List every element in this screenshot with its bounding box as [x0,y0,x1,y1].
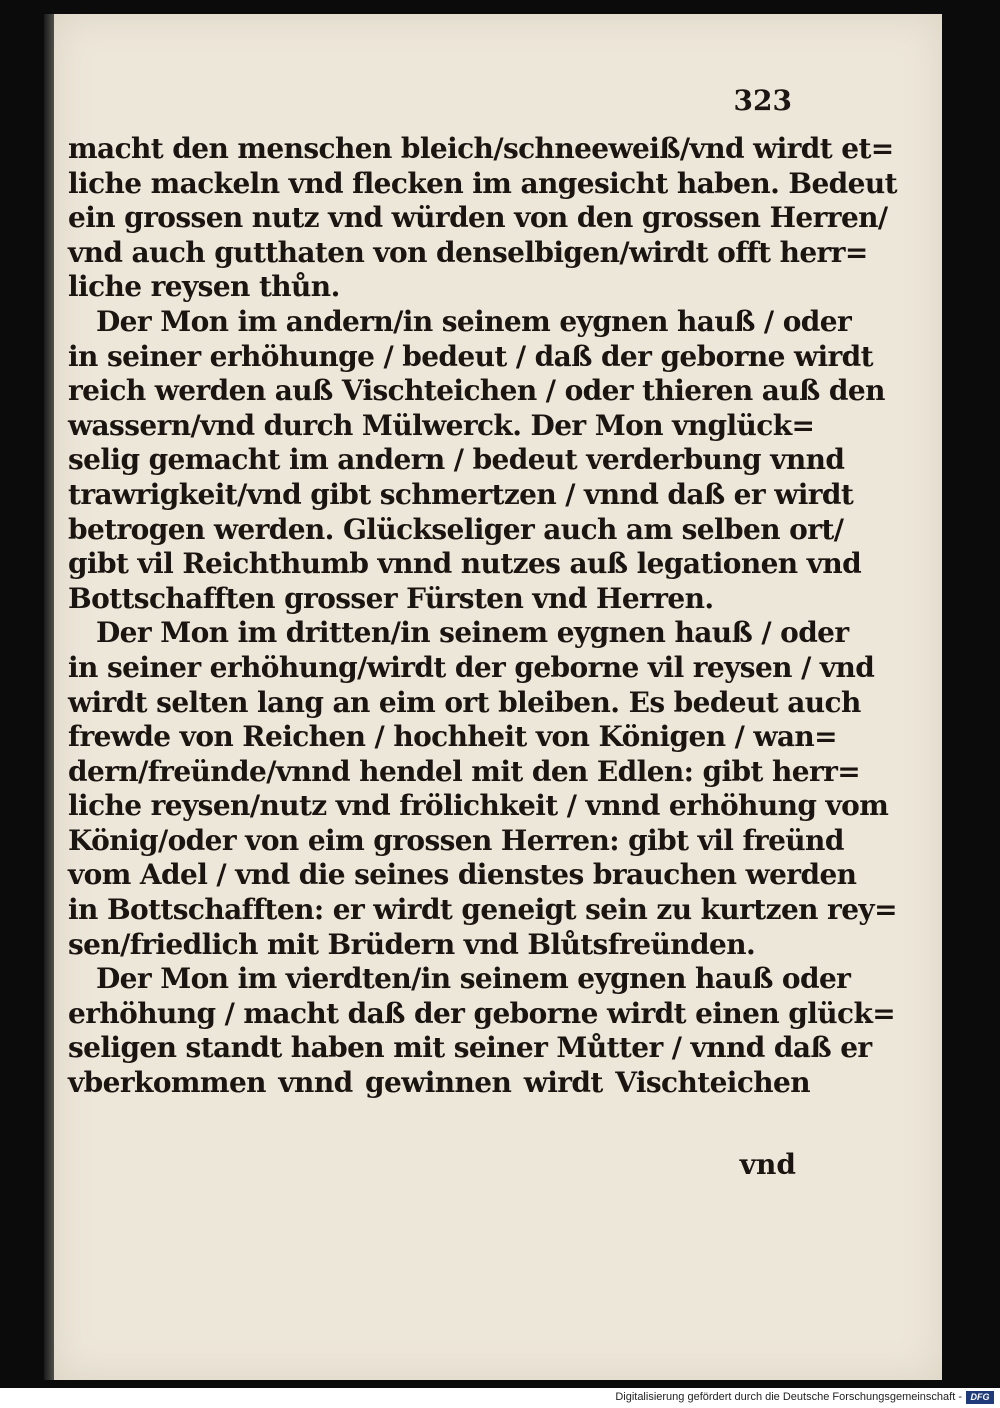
funding-credit: Digitalisierung gefördert durch die Deutsche Forschungsgemeinschaft - [615,1391,962,1403]
text-line: frewde von Reichen / hochheit von Königen / wan= [68,720,838,754]
text-line: wassern/vnd durch Mülwerck. Der Mon vnglück= [68,408,815,442]
text-line: Der Mon im dritten/in seinem eygnen hauß / oder [96,616,849,650]
text-line: in seiner erhöhunge / bedeut / daß der geborne wirdt [68,339,873,373]
text-line: erhöhung / macht daß der geborne wirdt einen glück= [68,996,896,1030]
text-line: liche mackeln vnd flecken im angesicht haben. Bedeut [68,166,897,200]
text-line: vberkommen vnnd gewinnen wirdt Vischteichen [68,1066,810,1100]
text-line: liche reysen/nutz vnd frölichkeit / vnnd erhöhung vom [68,789,889,823]
text-line: in Bottschafften: er wirdt geneigt sein zu kurtzen rey= [68,893,897,927]
text-line: seligen standt haben mit seiner Můtter / vnnd daß er [68,1031,872,1065]
text-line: vom Adel / vnd die seines dienstes brauchen werden [68,858,857,892]
text-line: Der Mon im vierdten/in seinem eygnen hauß oder [96,962,851,996]
text-line: trawrigkeit/vnd gibt schmertzen / vnnd daß er wirdt [68,477,854,511]
text-line: betrogen werden. Glückseliger auch am selben ort/ [68,512,844,546]
text-line: in seiner erhöhung/wirdt der geborne vil reysen / vnd [68,650,875,684]
text-line: König/oder von eim grossen Herren: gibt vil freünd [68,823,844,857]
text-line: Bottschafften grosser Fürsten vnd Herren. [68,581,714,615]
text-line: liche reysen thůn. [68,270,340,304]
text-line: dern/freünde/vnnd hendel mit den Edlen: gibt herr= [68,754,861,788]
book-page [54,14,942,1380]
text-line: wirdt selten lang an eim ort bleiben. Es bedeut auch [68,685,861,719]
catchword: vnd [739,1148,796,1181]
page-number: 323 [733,84,792,117]
text-line: macht den menschen bleich/schneeweiß/vnd wirdt et= [68,132,894,165]
text-line: vnd auch gutthaten von denselbigen/wirdt offt herr= [68,235,868,269]
text-line: selig gemacht im andern / bedeut verderbung vnnd [68,443,845,477]
text-line: reich werden auß Vischteichen / oder thieren auß den [68,374,885,408]
text-line: gibt vil Reichthumb vnnd nutzes auß legationen vnd [68,547,862,581]
text-line: Der Mon im andern/in seinem eygnen hauß / oder [96,304,852,338]
text-line: ein grossen nutz vnd würden von den grossen Herren/ [68,201,888,235]
footer-bar [0,1388,1000,1408]
page-text [68,132,897,1101]
text-line: sen/friedlich mit Brüdern vnd Blůtsfreünden. [68,927,756,961]
dfg-logo[interactable]: DFG [966,1391,994,1404]
